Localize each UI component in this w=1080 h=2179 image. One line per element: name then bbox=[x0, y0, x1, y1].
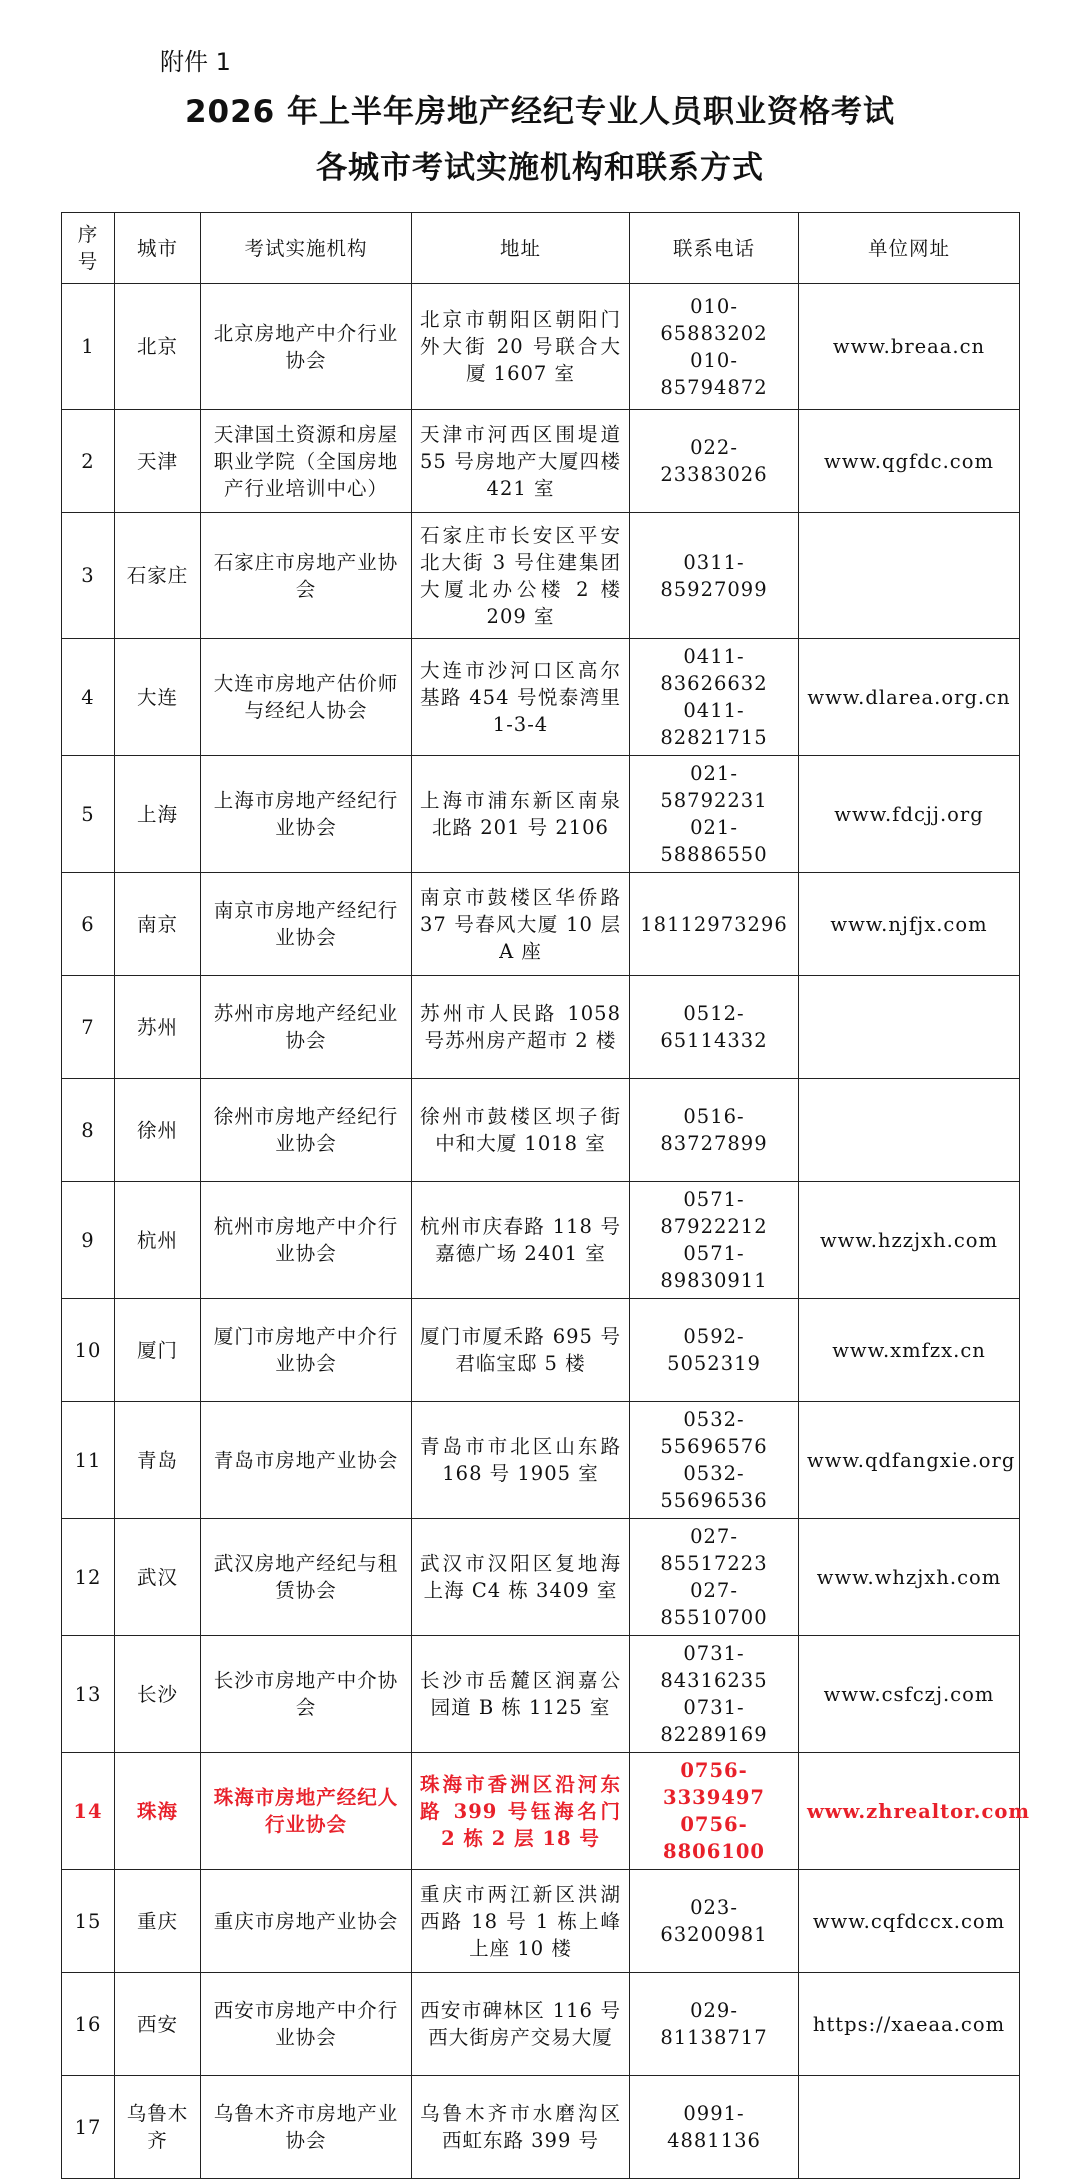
row-addr-cell: 青岛市市北区山东路 168 号 1905 室 bbox=[412, 1402, 630, 1519]
row-web-cell[interactable] bbox=[799, 976, 1020, 1079]
row-no-cell: 13 bbox=[62, 1636, 115, 1753]
exam-agencies-table bbox=[61, 212, 1030, 2179]
table-row bbox=[62, 410, 1020, 513]
row-web-cell[interactable]: www.dlarea.org.cn bbox=[799, 639, 1020, 756]
table-row bbox=[62, 513, 1020, 639]
row-city-cell: 南京 bbox=[115, 873, 201, 976]
row-city-cell: 厦门 bbox=[115, 1299, 201, 1402]
row-addr-cell: 石家庄市长安区平安北大街 3 号住建集团大厦北办公楼 2 楼 209 室 bbox=[412, 513, 630, 639]
document-title-line1: 2026 年上半年房地产经纪专业人员职业资格考试 bbox=[184, 94, 896, 130]
row-phone-cell: 0411-83626632 0411-82821715 bbox=[630, 639, 799, 756]
row-city-cell: 徐州 bbox=[115, 1079, 201, 1182]
row-phone-cell: 0756-3339497 0756-8806100 bbox=[630, 1753, 799, 1870]
table-row bbox=[62, 976, 1020, 1079]
row-city-cell: 珠海 bbox=[115, 1753, 201, 1870]
row-web-cell[interactable]: www.xmfzx.cn bbox=[799, 1299, 1020, 1402]
row-org-cell: 珠海市房地产经纪人行业协会 bbox=[201, 1753, 412, 1870]
row-no-cell: 6 bbox=[62, 873, 115, 976]
row-city-cell: 大连 bbox=[115, 639, 201, 756]
row-phone-cell: 0571-87922212 0571-89830911 bbox=[630, 1182, 799, 1299]
row-phone-cell: 010-65883202 010-85794872 bbox=[630, 284, 799, 410]
row-org-cell: 西安市房地产中介行业协会 bbox=[201, 1973, 412, 2076]
row-city-cell: 北京 bbox=[115, 284, 201, 410]
header-no: 序号 bbox=[62, 213, 115, 284]
table-row bbox=[62, 1182, 1020, 1299]
table-row bbox=[62, 1870, 1020, 1973]
row-addr-cell: 北京市朝阳区朝阳门外大街 20 号联合大厦 1607 室 bbox=[412, 284, 630, 410]
row-web-cell[interactable]: www.qdfangxie.org bbox=[799, 1402, 1020, 1519]
row-org-cell: 重庆市房地产业协会 bbox=[201, 1870, 412, 1973]
row-city-cell: 上海 bbox=[115, 756, 201, 873]
row-org-cell: 厦门市房地产中介行业协会 bbox=[201, 1299, 412, 1402]
row-addr-cell: 武汉市汉阳区复地海上海 C4 栋 3409 室 bbox=[412, 1519, 630, 1636]
row-no-cell: 7 bbox=[62, 976, 115, 1079]
table-row bbox=[62, 284, 1020, 410]
row-no-cell: 17 bbox=[62, 2076, 115, 2179]
row-org-cell: 大连市房地产估价师与经纪人协会 bbox=[201, 639, 412, 756]
table-row bbox=[62, 1519, 1020, 1636]
row-phone-cell: 0311-85927099 bbox=[630, 513, 799, 639]
row-city-cell: 苏州 bbox=[115, 976, 201, 1079]
row-city-cell: 长沙 bbox=[115, 1636, 201, 1753]
table-row bbox=[62, 639, 1020, 756]
row-city-cell: 武汉 bbox=[115, 1519, 201, 1636]
row-addr-cell: 徐州市鼓楼区坝子街中和大厦 1018 室 bbox=[412, 1079, 630, 1182]
row-web-cell[interactable]: https://xaeaa.com bbox=[799, 1973, 1020, 2076]
table-row bbox=[62, 756, 1020, 873]
row-no-cell: 1 bbox=[62, 284, 115, 410]
row-web-cell[interactable] bbox=[799, 2076, 1020, 2179]
row-phone-cell: 0516-83727899 bbox=[630, 1079, 799, 1182]
row-no-cell: 3 bbox=[62, 513, 115, 639]
row-phone-cell: 0512-65114332 bbox=[630, 976, 799, 1079]
row-phone-cell: 0532-55696576 0532-55696536 bbox=[630, 1402, 799, 1519]
table-row bbox=[62, 1079, 1020, 1182]
header-org: 考试实施机构 bbox=[201, 213, 412, 284]
row-org-cell: 徐州市房地产经纪行业协会 bbox=[201, 1079, 412, 1182]
row-org-cell: 石家庄市房地产业协会 bbox=[201, 513, 412, 639]
row-addr-cell: 重庆市两江新区洪湖西路 18 号 1 栋上峰上座 10 楼 bbox=[412, 1870, 630, 1973]
table-row bbox=[62, 1973, 1020, 2076]
row-addr-cell: 上海市浦东新区南泉北路 201 号 2106 bbox=[412, 756, 630, 873]
row-phone-cell: 0592-5052319 bbox=[630, 1299, 799, 1402]
row-no-cell: 14 bbox=[62, 1753, 115, 1870]
row-web-cell[interactable]: www.zhrealtor.com bbox=[799, 1753, 1020, 1870]
row-phone-cell: 029-81138717 bbox=[630, 1973, 799, 2076]
row-org-cell: 北京房地产中介行业协会 bbox=[201, 284, 412, 410]
table-row bbox=[62, 1299, 1020, 1402]
row-addr-cell: 苏州市人民路 1058 号苏州房产超市 2 楼 bbox=[412, 976, 630, 1079]
row-org-cell: 天津国土资源和房屋职业学院（全国房地产行业培训中心） bbox=[201, 410, 412, 513]
row-org-cell: 长沙市房地产中介协会 bbox=[201, 1636, 412, 1753]
row-phone-cell: 023-63200981 bbox=[630, 1870, 799, 1973]
row-addr-cell: 乌鲁木齐市水磨沟区西虹东路 399 号 bbox=[412, 2076, 630, 2179]
row-no-cell: 16 bbox=[62, 1973, 115, 2076]
row-web-cell[interactable]: www.csfczj.com bbox=[799, 1636, 1020, 1753]
row-web-cell[interactable]: www.qgfdc.com bbox=[799, 410, 1020, 513]
row-org-cell: 上海市房地产经纪行业协会 bbox=[201, 756, 412, 873]
row-no-cell: 15 bbox=[62, 1870, 115, 1973]
header-web: 单位网址 bbox=[799, 213, 1020, 284]
row-no-cell: 9 bbox=[62, 1182, 115, 1299]
table-row bbox=[62, 1402, 1020, 1519]
table-row bbox=[62, 2076, 1020, 2179]
row-addr-cell: 杭州市庆春路 118 号嘉德广场 2401 室 bbox=[412, 1182, 630, 1299]
row-no-cell: 11 bbox=[62, 1402, 115, 1519]
row-no-cell: 2 bbox=[62, 410, 115, 513]
row-city-cell: 乌鲁木齐 bbox=[115, 2076, 201, 2179]
row-web-cell[interactable]: www.whzjxh.com bbox=[799, 1519, 1020, 1636]
row-city-cell: 石家庄 bbox=[115, 513, 201, 639]
row-org-cell: 杭州市房地产中介行业协会 bbox=[201, 1182, 412, 1299]
row-web-cell[interactable] bbox=[799, 1079, 1020, 1182]
row-addr-cell: 天津市河西区围堤道 55 号房地产大厦四楼 421 室 bbox=[412, 410, 630, 513]
row-phone-cell: 027-85517223 027-85510700 bbox=[630, 1519, 799, 1636]
row-city-cell: 天津 bbox=[115, 410, 201, 513]
row-phone-cell: 0731-84316235 0731-82289169 bbox=[630, 1636, 799, 1753]
row-city-cell: 重庆 bbox=[115, 1870, 201, 1973]
row-phone-cell: 021-58792231 021-58886550 bbox=[630, 756, 799, 873]
row-web-cell[interactable]: www.hzzjxh.com bbox=[799, 1182, 1020, 1299]
row-no-cell: 10 bbox=[62, 1299, 115, 1402]
row-phone-cell: 022-23383026 bbox=[630, 410, 799, 513]
row-no-cell: 5 bbox=[62, 756, 115, 873]
attachment-label: 附件 1 bbox=[160, 48, 231, 76]
header-city: 城市 bbox=[115, 213, 201, 284]
table-header-row bbox=[62, 213, 1020, 284]
row-web-cell[interactable]: www.njfjx.com bbox=[799, 873, 1020, 976]
row-phone-cell: 0991-4881136 bbox=[630, 2076, 799, 2179]
row-org-cell: 青岛市房地产业协会 bbox=[201, 1402, 412, 1519]
row-addr-cell: 西安市碑林区 116 号西大街房产交易大厦 bbox=[412, 1973, 630, 2076]
row-addr-cell: 珠海市香洲区沿河东路 399 号钰海名门 2 栋 2 层 18 号 bbox=[412, 1753, 630, 1870]
row-org-cell: 武汉房地产经纪与租赁协会 bbox=[201, 1519, 412, 1636]
row-addr-cell: 厦门市厦禾路 695 号君临宝邸 5 楼 bbox=[412, 1299, 630, 1402]
row-no-cell: 8 bbox=[62, 1079, 115, 1182]
row-web-cell[interactable]: www.cqfdccx.com bbox=[799, 1870, 1020, 1973]
row-org-cell: 苏州市房地产经纪业协会 bbox=[201, 976, 412, 1079]
row-city-cell: 杭州 bbox=[115, 1182, 201, 1299]
row-no-cell: 12 bbox=[62, 1519, 115, 1636]
header-addr: 地址 bbox=[412, 213, 630, 284]
row-no-cell: 4 bbox=[62, 639, 115, 756]
row-addr-cell: 南京市鼓楼区华侨路 37 号春风大厦 10 层 A 座 bbox=[412, 873, 630, 976]
row-web-cell[interactable] bbox=[799, 513, 1020, 639]
row-addr-cell: 大连市沙河口区高尔基路 454 号悦泰湾里 1-3-4 bbox=[412, 639, 630, 756]
row-web-cell[interactable]: www.fdcjj.org bbox=[799, 756, 1020, 873]
row-org-cell: 南京市房地产经纪行业协会 bbox=[201, 873, 412, 976]
row-org-cell: 乌鲁木齐市房地产业协会 bbox=[201, 2076, 412, 2179]
row-city-cell: 青岛 bbox=[115, 1402, 201, 1519]
row-phone-cell: 18112973296 bbox=[630, 873, 799, 976]
table-row bbox=[62, 1636, 1020, 1753]
row-web-cell[interactable]: www.breaa.cn bbox=[799, 284, 1020, 410]
row-addr-cell: 长沙市岳麓区润嘉公园道 B 栋 1125 室 bbox=[412, 1636, 630, 1753]
document-title-line2: 各城市考试实施机构和联系方式 bbox=[316, 150, 764, 186]
header-phone: 联系电话 bbox=[630, 213, 799, 284]
table-row bbox=[62, 1753, 1020, 1870]
row-city-cell: 西安 bbox=[115, 1973, 201, 2076]
table-row bbox=[62, 873, 1020, 976]
